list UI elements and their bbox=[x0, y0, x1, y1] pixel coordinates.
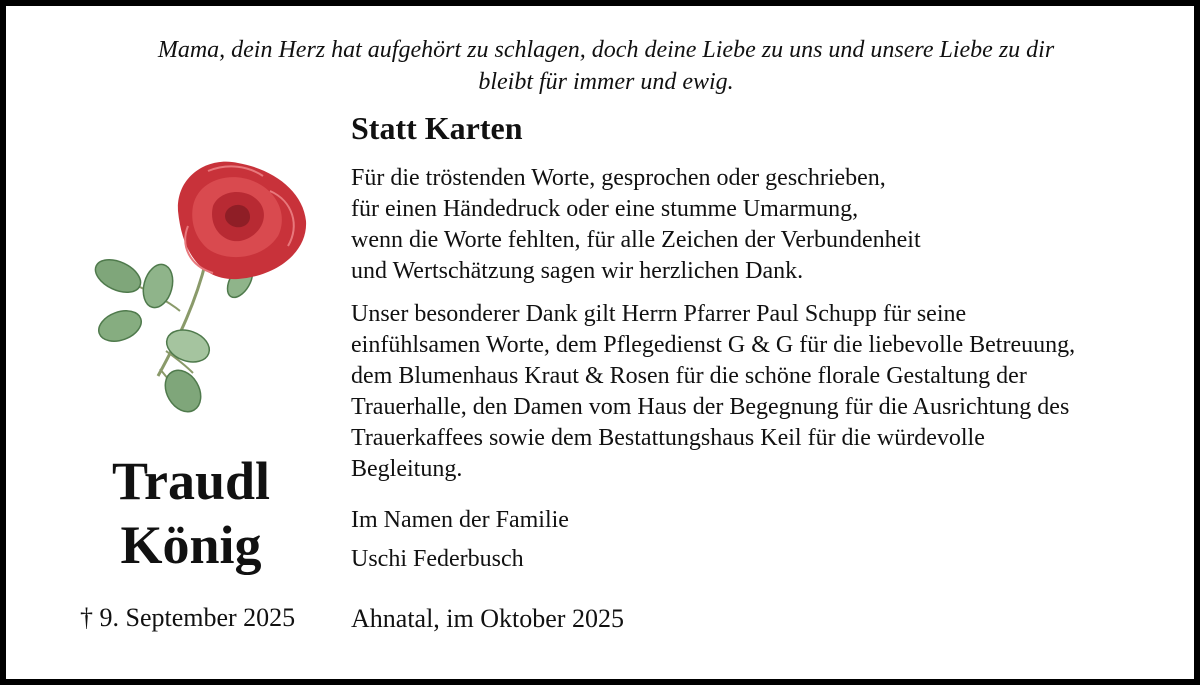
motto-quote bbox=[66, 34, 1146, 98]
paragraph-line: für einen Händedruck oder eine stumme Umarmung, bbox=[351, 196, 859, 222]
thanks-paragraph-2 bbox=[351, 299, 1196, 485]
paragraph-line: dem Blumenhaus Kraut & Rosen für die schöne florale Gestaltung der bbox=[351, 363, 1027, 389]
motto-line-2: bleibt für immer und ewig. bbox=[478, 69, 734, 95]
death-date: † 9. September 2025 bbox=[80, 603, 296, 632]
place-date: Ahnatal, im Oktober 2025 bbox=[351, 604, 624, 633]
thanks-paragraph-1 bbox=[351, 163, 1196, 287]
signature-name: Uschi Federbusch bbox=[351, 546, 524, 572]
paragraph-line: wenn die Worte fehlten, für alle Zeichen der Verbundenheit bbox=[351, 227, 921, 253]
motto-line-1: Mama, dein Herz hat aufgehört zu schlagen, doch deine Liebe zu uns und unsere Liebe zu dir bbox=[157, 37, 1055, 63]
paragraph-line: Trauerkaffees sowie dem Bestattungshaus Keil für die würdevolle bbox=[351, 425, 985, 451]
deceased-last-name: König bbox=[120, 515, 262, 575]
heading-statt-karten: Statt Karten bbox=[351, 110, 523, 146]
deceased-first-name: Traudl bbox=[111, 451, 271, 511]
paragraph-line: Begleitung. bbox=[351, 456, 463, 482]
signature-line-1: Im Namen der Familie bbox=[351, 507, 569, 533]
paragraph-line: Trauerhalle, den Damen vom Haus der Begegnung für die Ausrichtung des bbox=[351, 394, 1070, 420]
paragraph-line: Für die tröstenden Worte, gesprochen oder geschrieben, bbox=[351, 165, 886, 191]
paragraph-line: einfühlsamen Worte, dem Pflegedienst G & G für die liebevolle Betreuung, bbox=[351, 332, 1076, 358]
rose-illustration bbox=[88, 151, 318, 421]
paragraph-line: Unser besonderer Dank gilt Herrn Pfarrer Paul Schupp für seine bbox=[351, 301, 967, 327]
paragraph-line: und Wertschätzung sagen wir herzlichen Dank. bbox=[351, 258, 804, 284]
